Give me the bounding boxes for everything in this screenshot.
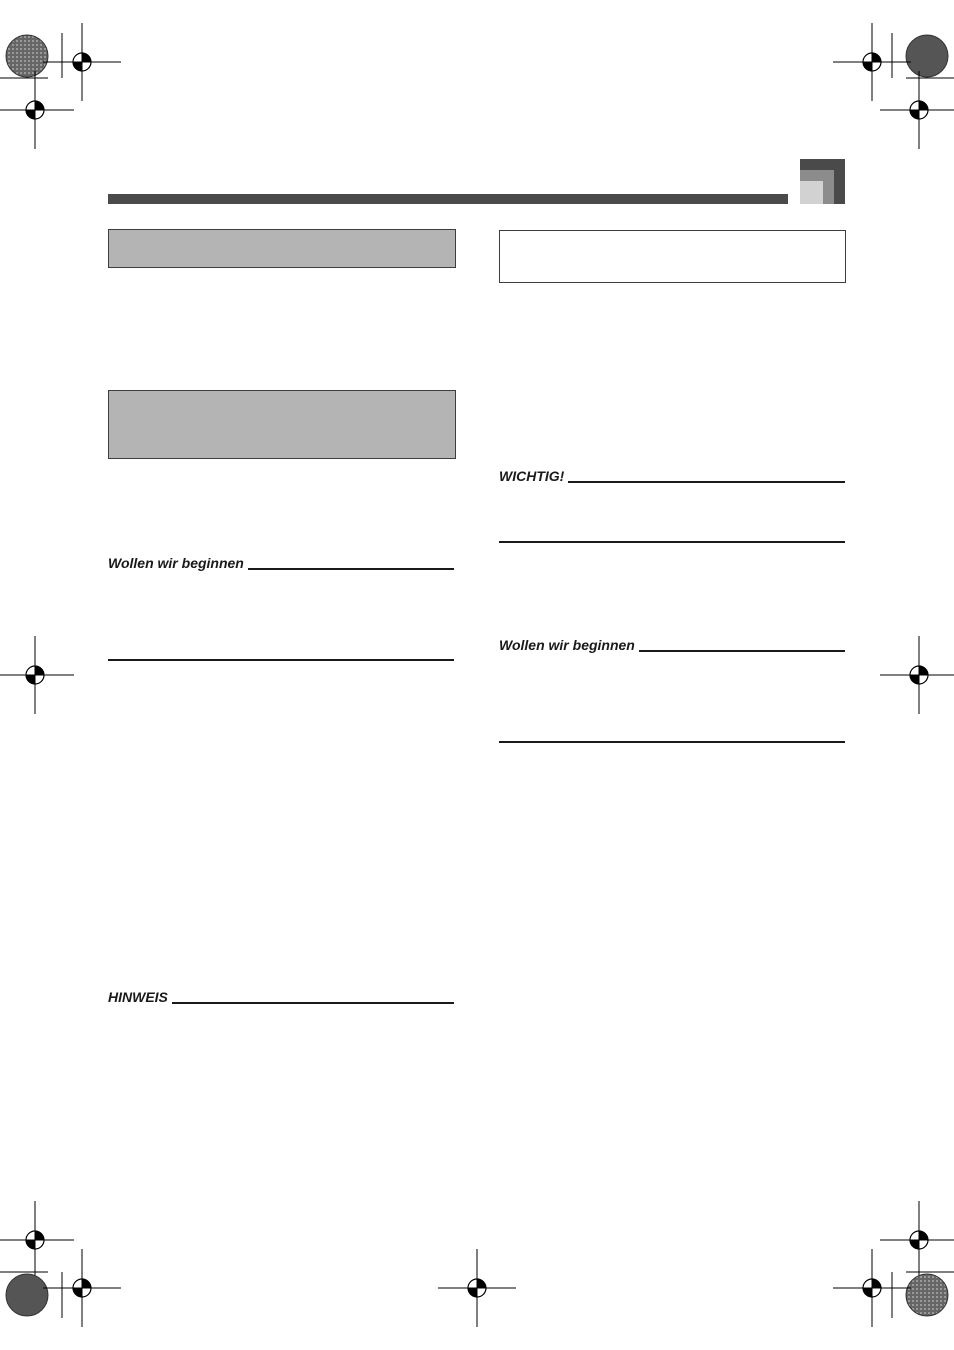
crosshair-left-lower: [0, 1201, 74, 1279]
right-heading-start: [499, 637, 845, 653]
color-target-top-left: [6, 35, 48, 77]
crosshair-top-left: [43, 23, 121, 101]
crosshair-left-middle: [0, 636, 74, 714]
crosshair-bottom-right: [833, 1249, 911, 1327]
left-heading-note-label: HINWEIS: [108, 989, 168, 1005]
crosshair-right-upper: [880, 71, 954, 149]
crosshair-left-upper: [0, 71, 74, 149]
left-heading-start-rule: [248, 568, 454, 570]
right-heading-important: [499, 468, 845, 484]
crosshair-right-lower: [880, 1201, 954, 1279]
color-target-bottom-right: [906, 1274, 948, 1316]
left-heading-note-rule: [172, 1002, 454, 1004]
corner-tab-icon: [800, 159, 845, 204]
crosshair-top-right: [833, 23, 911, 101]
right-important-end-rule: [499, 541, 845, 543]
right-heading-important-label: WICHTIG!: [499, 468, 565, 484]
left-heading-note: [108, 989, 454, 1005]
left-section-end-rule: [108, 659, 454, 661]
left-heading-start: [108, 555, 454, 571]
left-title-box-2: [108, 390, 456, 459]
right-heading-important-rule: [568, 481, 845, 483]
right-heading-start-rule: [639, 650, 845, 652]
left-title-box-1: [108, 229, 456, 268]
color-target-top-right: [906, 35, 948, 77]
right-title-box: [499, 230, 846, 283]
header-bar: [108, 194, 788, 204]
crosshair-right-middle: [880, 636, 954, 714]
crosshair-bottom-center: [438, 1249, 516, 1327]
right-heading-start-label: Wollen wir beginnen: [499, 637, 635, 653]
left-heading-start-label: Wollen wir beginnen: [108, 555, 244, 571]
crosshair-bottom-left: [43, 1249, 121, 1327]
right-section-end-rule: [499, 741, 845, 743]
color-target-bottom-left: [6, 1274, 48, 1316]
